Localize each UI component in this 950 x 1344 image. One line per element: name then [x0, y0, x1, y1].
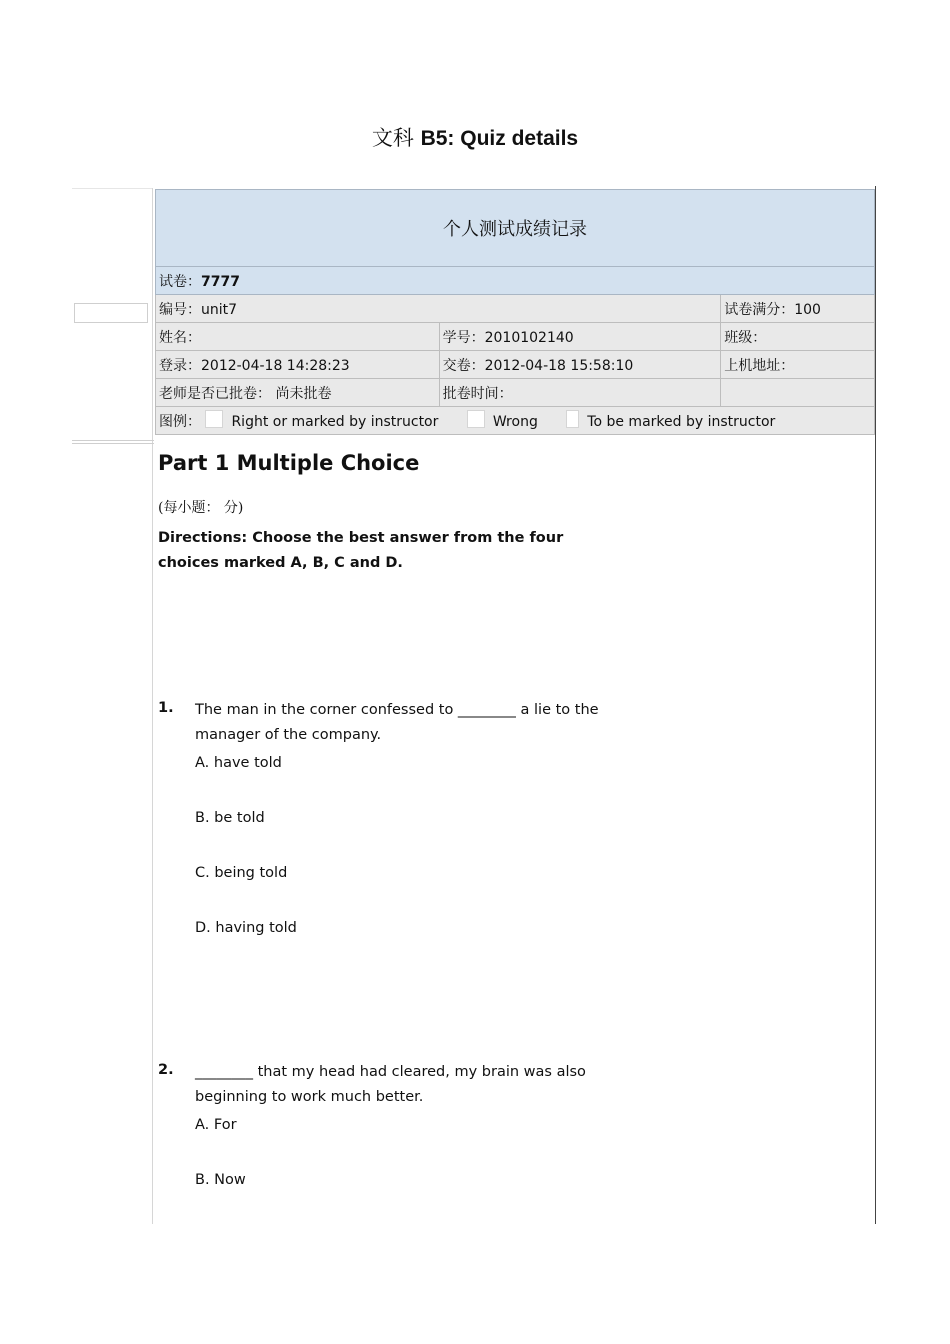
graded-cell: [156, 379, 440, 407]
option-d[interactable]: D. having told: [195, 920, 297, 936]
graded-value: 尚未批卷: [275, 385, 332, 402]
left-empty-box: [74, 303, 148, 323]
code-label: 编号：: [159, 301, 201, 318]
option-b[interactable]: B. be told: [195, 810, 265, 826]
grade-time-cell: [439, 379, 721, 407]
submit-cell: [439, 351, 721, 379]
title-english: B5: Quiz details: [420, 127, 579, 150]
grade-time-label: 批卷时间：: [442, 385, 513, 402]
student-id-label: 学号：: [442, 329, 485, 346]
legend-pending-swatch: [566, 410, 579, 428]
submit-value: 2012-04-18 15:58:10: [484, 357, 634, 374]
student-id-cell: [439, 323, 721, 351]
left-section-divider: [72, 440, 154, 444]
legend-pending: [566, 414, 775, 430]
question-text: The man in the corner confessed to ________ a lie to the manager of the company.: [195, 702, 599, 743]
ip-label: 上机地址：: [724, 357, 795, 374]
option-b[interactable]: B. Now: [195, 1172, 246, 1188]
full-score-value: 100: [794, 301, 821, 318]
paper-row: [156, 267, 875, 295]
class-label: 班级：: [724, 329, 767, 346]
score-note: (每小题： 分): [158, 500, 244, 516]
legend-row: [156, 407, 875, 435]
question-number: 2.: [158, 1062, 174, 1078]
full-score-cell: [721, 295, 875, 323]
document-title: [0, 122, 950, 152]
login-value: 2012-04-18 14:28:23: [201, 357, 350, 374]
submit-label: 交卷：: [442, 357, 485, 374]
content-right-border: [875, 186, 876, 1224]
legend-wrong-text: Wrong: [492, 414, 538, 430]
legend-right: [205, 414, 442, 430]
class-cell: [721, 323, 875, 351]
left-sidebar-column: [72, 188, 153, 1224]
login-cell: [156, 351, 440, 379]
legend-right-text: Right or marked by instructor: [231, 414, 439, 430]
empty-cell: [721, 379, 875, 407]
ip-cell: [721, 351, 875, 379]
login-label: 登录：: [159, 357, 201, 374]
left-top-divider: [72, 188, 152, 189]
legend-right-swatch: [205, 410, 223, 428]
paper-label: 试卷：: [159, 273, 201, 290]
question-text: ________ that my head had cleared, my brain was also beginning to work much better.: [195, 1064, 586, 1105]
option-c[interactable]: C. being told: [195, 865, 288, 881]
option-a[interactable]: A. have told: [195, 755, 282, 771]
code-cell: [156, 295, 721, 323]
full-score-label: 试卷满分：: [724, 301, 795, 318]
legend-wrong-swatch: [467, 410, 485, 428]
score-record-table: [155, 189, 875, 435]
student-id-value: 2010102140: [484, 329, 574, 346]
question-number: 1.: [158, 700, 174, 716]
record-header: 个人测试成绩记录: [156, 190, 875, 267]
graded-label: 老师是否已批卷：: [159, 385, 271, 402]
name-cell: [156, 323, 440, 351]
legend-wrong: [467, 414, 542, 430]
name-label: 姓名：: [159, 329, 201, 346]
title-chinese: 文科: [371, 126, 414, 150]
directions: Directions: Choose the best answer from the four choices marked A, B, C and D.: [158, 530, 564, 571]
part-title: Part 1 Multiple Choice: [158, 451, 420, 475]
code-value: unit7: [201, 301, 238, 318]
option-a[interactable]: A. For: [195, 1117, 237, 1133]
paper-value: 7777: [201, 273, 240, 290]
legend-label: 图例：: [159, 414, 201, 430]
legend-pending-text: To be marked by instructor: [587, 414, 776, 430]
